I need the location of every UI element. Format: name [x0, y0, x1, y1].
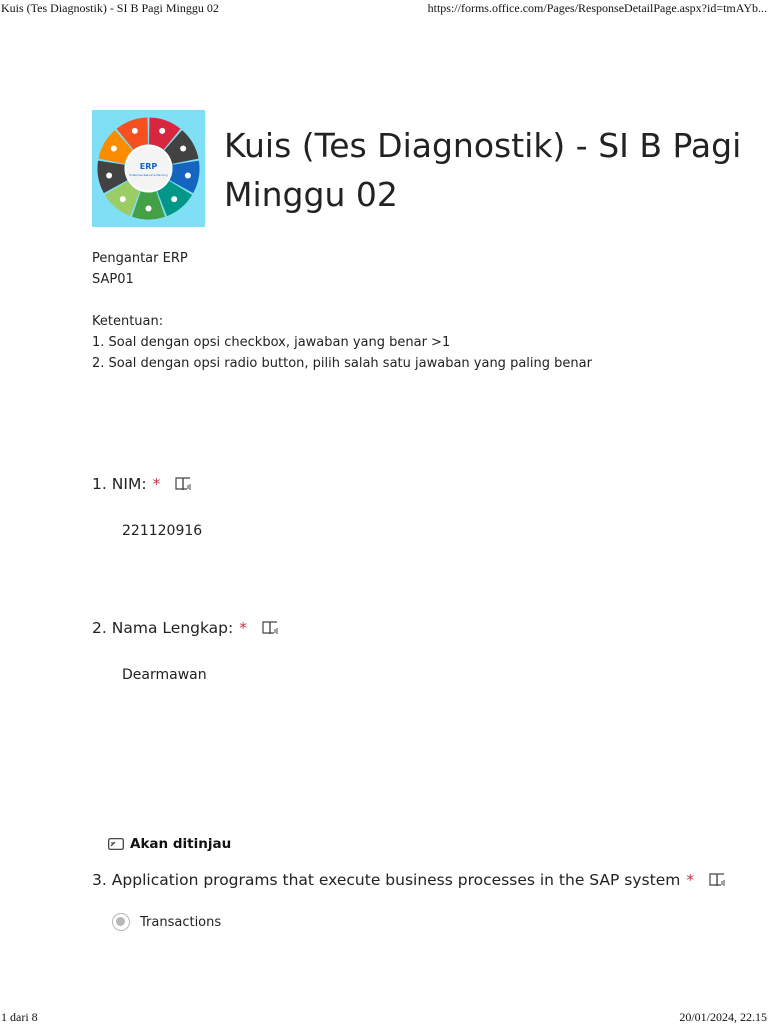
banner-segment-icon — [106, 172, 112, 178]
answer-text: Dearmawan — [122, 667, 207, 683]
banner-subtitle-text: Enterprise Resource Planning — [129, 174, 168, 177]
description-course: Pengantar ERP — [92, 251, 188, 266]
banner-segment-icon — [132, 128, 138, 134]
required-mark: * — [239, 619, 247, 637]
print-header-url: https://forms.office.com/Pages/ResponseDetailPage.aspx?id=tmAYb... — [427, 1, 767, 15]
description-rule-2: 2. Soal dengan opsi radio button, pilih salah satu jawaban yang paling benar — [92, 356, 592, 371]
question-3-header — [92, 871, 726, 889]
question-number: 2. — [92, 619, 107, 637]
banner-segment-icon — [185, 172, 191, 178]
required-mark: * — [686, 871, 695, 889]
review-pending-icon — [108, 838, 124, 850]
answer-option-selected[interactable] — [112, 913, 221, 931]
print-header — [0, 1, 768, 16]
print-footer-datetime: 20/01/2024, 22.15 — [679, 1010, 767, 1024]
question-1-header — [92, 475, 192, 493]
question-text: Application programs that execute business processes in the SAP system — [111, 871, 681, 889]
print-header-title: Kuis (Tes Diagnostik) - SI B Pagi Minggu 02 — [1, 1, 219, 15]
banner-segment-icon — [159, 128, 165, 134]
review-status — [108, 836, 231, 852]
question-2 — [92, 619, 279, 683]
question-text: Nama Lengkap: — [111, 619, 234, 637]
required-mark: * — [152, 475, 161, 493]
description-spacer — [92, 290, 732, 311]
question-number: 3. — [92, 871, 107, 889]
option-label: Transactions — [140, 914, 222, 930]
question-3 — [92, 871, 726, 889]
banner-segment-icon — [146, 206, 152, 212]
review-label: Akan ditinjau — [130, 836, 232, 852]
banner-erp-text: ERP — [139, 162, 158, 171]
question-2-header — [92, 619, 279, 637]
question-1 — [92, 475, 203, 539]
question-number: 1. — [92, 475, 107, 493]
erp-banner-image — [92, 110, 205, 227]
immersive-reader-icon[interactable] — [174, 476, 192, 492]
banner-segment-icon — [111, 146, 117, 152]
print-footer-page: 1 dari 8 — [1, 1010, 38, 1024]
question-text: NIM: — [111, 475, 147, 493]
banner-segment-icon — [120, 196, 126, 202]
print-footer — [0, 1010, 768, 1025]
immersive-reader-icon[interactable] — [261, 620, 279, 636]
banner-segment-icon — [180, 146, 186, 152]
answer-text: 221120916 — [122, 523, 203, 539]
radio-selected-icon[interactable] — [112, 913, 130, 931]
immersive-reader-icon[interactable] — [708, 872, 726, 888]
form-description — [92, 248, 732, 374]
banner-segment-icon — [171, 196, 177, 202]
description-code: SAP01 — [92, 272, 134, 287]
description-rules-heading: Ketentuan: — [92, 314, 164, 329]
form-title: Kuis (Tes Diagnostik) - SI B Pagi Minggu 02 — [224, 126, 742, 214]
description-rule-1: 1. Soal dengan opsi checkbox, jawaban yang benar >1 — [92, 335, 451, 350]
